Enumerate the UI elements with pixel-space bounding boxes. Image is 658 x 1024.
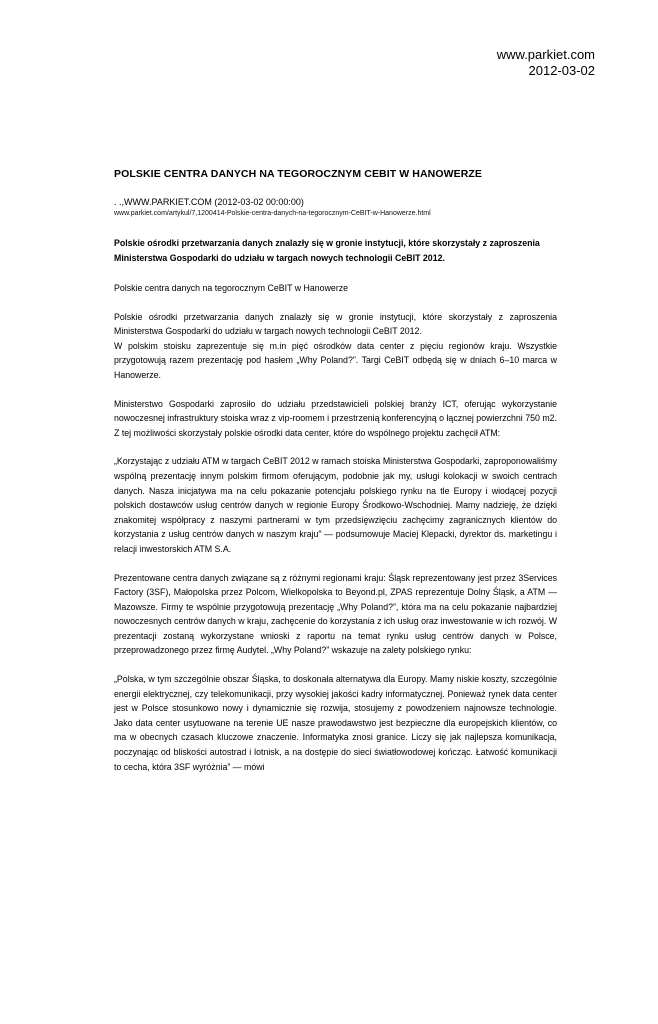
paragraph-3-quote: „Korzystając z udziału ATM w targach CeBIT 2012 w ramach stoiska Ministerstwa Gospodarki, zaproponowaliśmy wspólną prezentację innym polskim firmom oferującym, podobnie jak my, usługi kolokacji w swoich centrach danych. Nasza inicjatywa ma na celu pokazanie potencjału polskiego rynku na tle Europy i wiodącej pozycji polskich dostawców usług centrów danych w regionie Europy Środkowo-Wschodniej. Mamy nadzieję, że dzięki znakomitej współpracy z naszymi partnerami w tym przedsięwzięciu zachęcimy zagranicznych klientów do korzystania z usług centrów danych w naszym kraju” — podsumowuje Maciej Klepacki, dyrektor ds. marketingu i relacji inwestorskich ATM S.A. xyxy=(114,456,557,554)
paragraph-1b: W polskim stoisku zaprezentuje się m.in pięć ośrodków data center z pięciu regionów kraju. Wszystkie przygotowują razem prezentację pod hasłem „Why Poland?”. Targi CeBIT odbędą się w dniach 6–10 marca w Hanowerze. xyxy=(114,340,557,380)
site-name: www.parkiet.com xyxy=(496,47,595,62)
article-url: www.parkiet.com/artykul/7,1200414-Polskie-centra-danych-na-tegorocznym-CeBIT-w-Hanowerze.html xyxy=(114,210,431,217)
paragraph-5-quote: „Polska, w tym szczególnie obszar Śląska, to doskonała alternatywa dla Europy. Mamy niskie koszty, szczególnie energii elektrycznej, czy telekomunikacji, przy wysokiej jakości kadry informatycznej. Ponieważ rynek data center jest w Polsce stosunkowo nowy i dynamicznie się rozwija, stosujemy z powodzeniem najnowsze technologie. Jako data center usytuowane na terenie UE nasze prawodawstwo jest bezpieczne dla europejskich klientów, co ma w obecnych czasach kluczowe znaczenie. Informatyka znosi granice. Liczy się jak najlepsza komunikacja, poczynając od bliskości autostrad i lotnisk, a na dostępie do sieci światłowodowej kończąc. Łatwość komunikacji to cecha, która 3SF wyróżnia” — mówi xyxy=(114,674,557,772)
header-date: 2012-03-02 xyxy=(528,63,595,78)
paragraph-4: Prezentowane centra danych związane są z różnymi regionami kraju: Śląsk reprezentowany jest przez 3Services Factory (3SF), Małopolska przez Polcom, Wielkopolska to Beyond.pl, ZPAS reprezentuje Dolny Śląsk, a ATM — Mazowsze. Firmy te wspólnie przygotowują prezentację „Why Poland?”, która ma na celu pokazanie najbardziej nowoczesnych centrów danych w kraju, zachęcenie do korzystania z ich usług oraz inwestowanie w ich rozwój. W prezentacji zostaną wykorzystane wnioski z raportu na temat rynku usług centrów danych w Polsce, przeprowadzonego przez firmę Audytel. „Why Poland?” wskazuje na zalety polskiego rynku: xyxy=(114,572,557,656)
article-lead: Polskie ośrodki przetwarzania danych znalazły się w gronie instytucji, które skorzystały z zaproszenia Ministerstwa Gospodarki do udziału w targach nowych technologii CeBIT 2012. xyxy=(114,238,540,263)
paragraph-1 xyxy=(114,310,557,383)
paragraph-1a: Polskie ośrodki przetwarzania danych znalazły się w gronie instytucji, które skorzystały z zaproszenia Ministerstwa Gospodarki do udziału w targach nowych technologii CeBIT 2012. xyxy=(114,311,557,337)
article-body xyxy=(114,168,557,788)
page-header xyxy=(497,47,595,79)
paragraph-2: Ministerstwo Gospodarki zaprosiło do udziału przedstawicieli polskiej branży ICT, oferując wykorzystanie nowoczesnej infrastruktury stoiska wraz z vip-roomem i przestrzenią konferencyjną o łącznej powierzchni 750 m2. Z tej możliwości skorzystały polskie ośrodki data center, które do wspólnego projektu zachęcił ATM: xyxy=(114,398,557,438)
article-title: POLSKIE CENTRA DANYCH NA TEGOROCZNYM CEBIT W HANOWERZE xyxy=(114,168,483,180)
source-line: . .,WWW.PARKIET.COM (2012-03-02 00:00:00) xyxy=(114,197,304,207)
article-subtitle: Polskie centra danych na tegorocznym CeBIT w Hanowerze xyxy=(114,283,349,293)
